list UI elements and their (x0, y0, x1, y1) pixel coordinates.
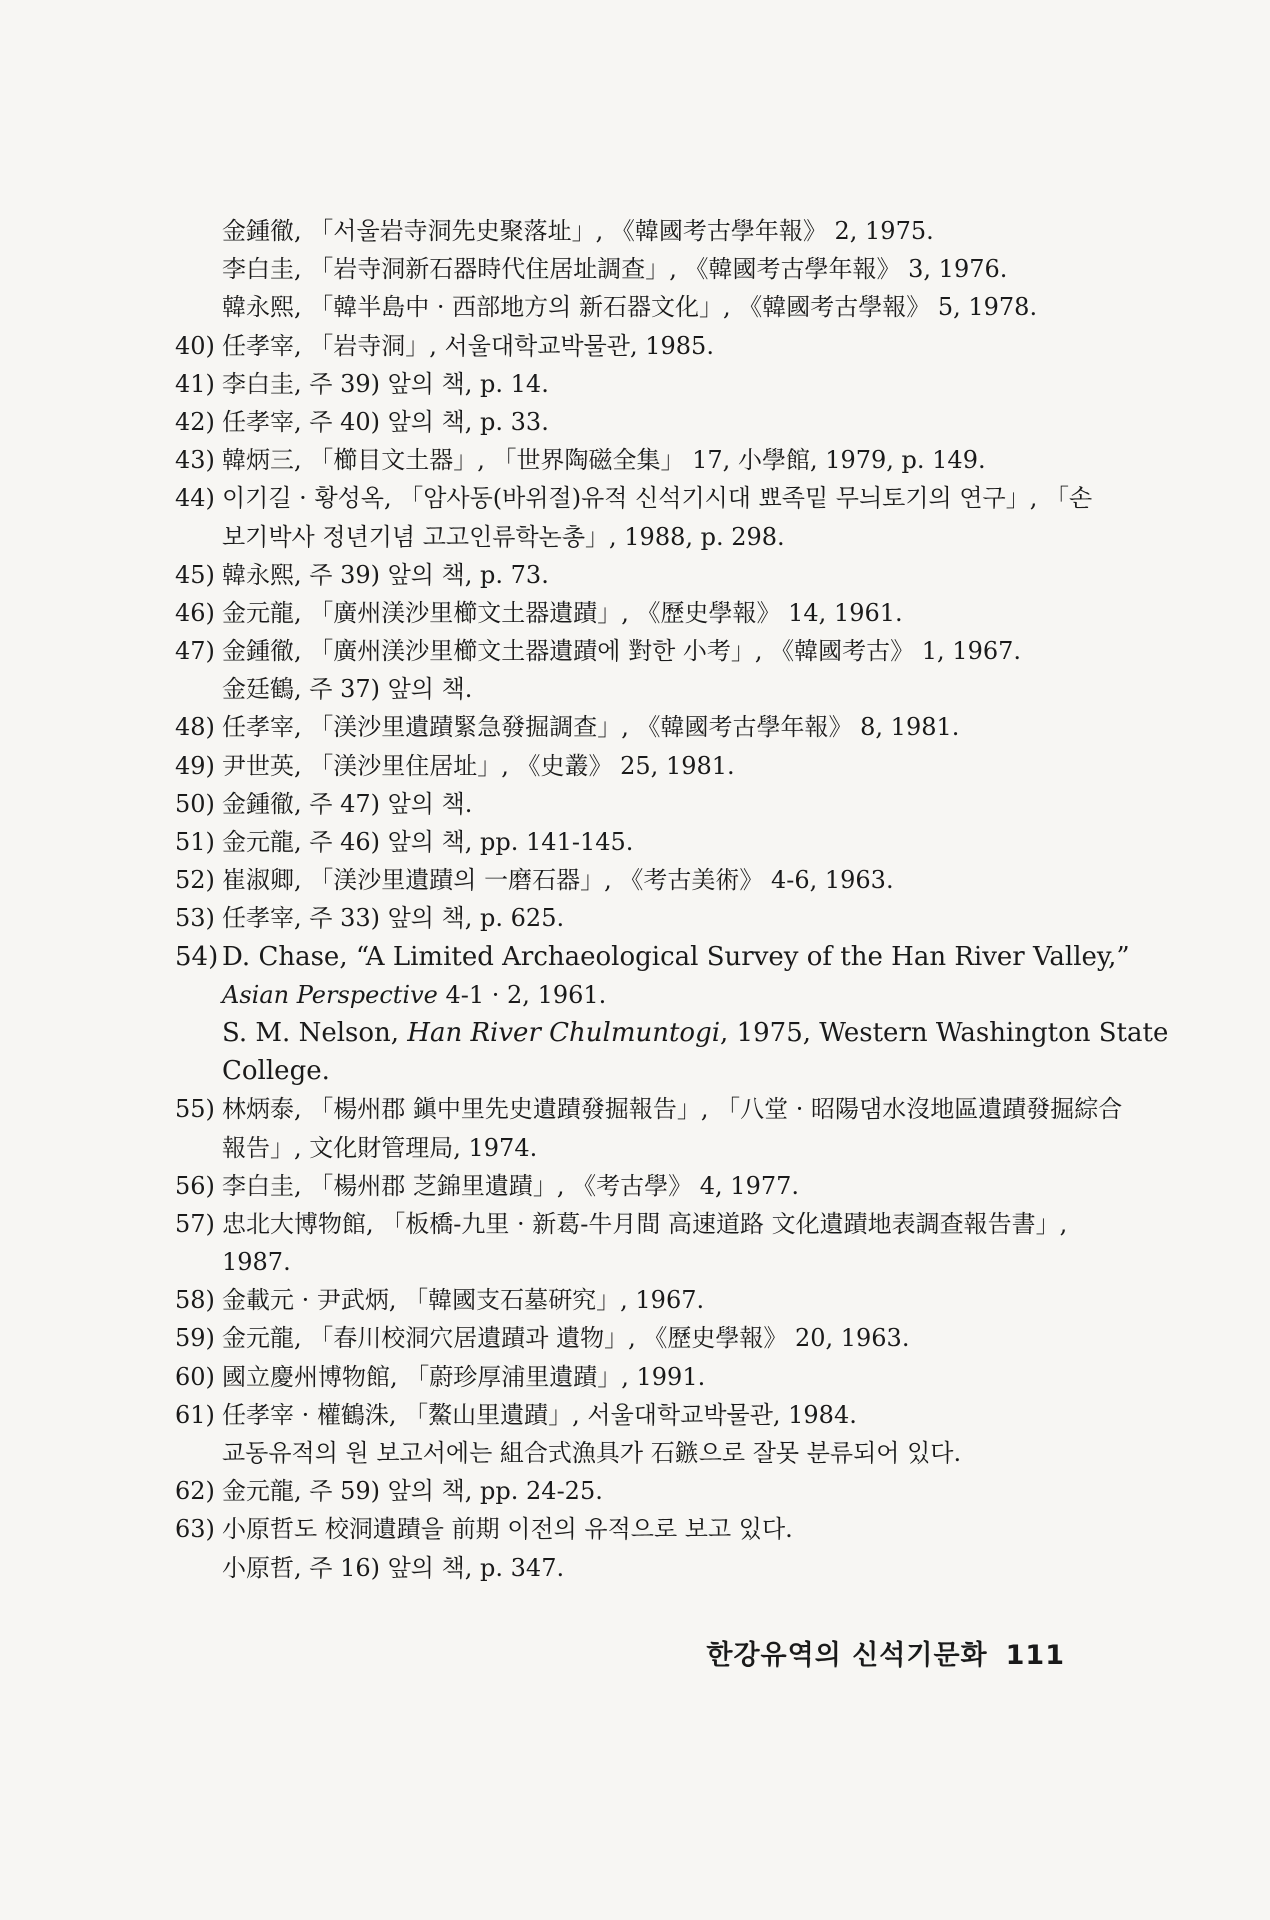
note-number: 42) (175, 407, 215, 436)
note-text: 金元龍, 주 46) 앞의 책, pp. 141-145. (222, 828, 634, 856)
note-line (175, 1358, 1075, 1396)
note-text: 이기길 · 황성옥, 「암사동(바위절)유적 신석기시대 뾰족밑 무늬토기의 연구」, 「손 (222, 484, 1093, 513)
note-text: 林炳泰, 「楊州郡 鎭中里先史遺蹟發掘報告」, 「八堂 · 昭陽댐水沒地區遺蹟發掘綜合 (222, 1095, 1123, 1124)
note-line (175, 365, 1075, 403)
note-text: 任孝宰, 주 40) 앞의 책, p. 33. (222, 407, 549, 436)
note-text: 金元龍, 주 59) 앞의 책, pp. 24-25. (222, 1477, 603, 1506)
note-text: 任孝宰, 주 33) 앞의 책, p. 625. (222, 904, 565, 933)
note-text: 金鍾徹, 「廣州渼沙里櫛文土器遺蹟에 對한 小考」, 《韓國考古》 1, 1967. (222, 637, 1022, 666)
note-text: 金鍾徹, 주 47) 앞의 책. (222, 789, 473, 818)
note-number: 58) (175, 1286, 215, 1315)
note-line (175, 1319, 1075, 1357)
note-text: 金廷鶴, 주 37) 앞의 책. (222, 675, 473, 704)
note-text: 韓炳三, 「櫛目文土器」, 「世界陶磁全集」 17, 小學館, 1979, p. 149. (222, 446, 986, 475)
note-line (175, 594, 1075, 632)
note-text: D. Chase, “A Limited Archaeological Survey of the Han River Valley,” (222, 941, 1130, 972)
note-number: 52) (175, 866, 215, 895)
note-line (175, 632, 1075, 670)
note-number: 49) (175, 751, 215, 780)
endnotes-list (175, 212, 1169, 1587)
note-text: 1987. (222, 1248, 291, 1277)
note-number: 47) (175, 637, 215, 666)
note-number: 45) (175, 560, 215, 589)
note-text: 崔淑卿, 「渼沙里遺蹟의 一磨石器」, 《考古美術》 4-6, 1963. (222, 866, 894, 895)
note-line (175, 976, 1075, 1014)
note-line (175, 1281, 1075, 1319)
note-line (175, 938, 1130, 976)
note-text: 보기박사 정년기념 고고인류학논총」, 1988, p. 298. (222, 522, 785, 551)
note-line (175, 1205, 1075, 1243)
note-number: 63) (175, 1515, 215, 1544)
note-number: 55) (175, 1095, 215, 1124)
note-line (175, 823, 1075, 861)
note-line (175, 556, 1075, 594)
note-text: College. (222, 1056, 330, 1087)
note-line (175, 403, 1075, 441)
note-line (175, 441, 1075, 479)
note-line (175, 1052, 1075, 1090)
note-text: S. M. Nelson, (222, 1017, 408, 1048)
note-line (175, 1549, 1075, 1587)
note-line (175, 1129, 1075, 1167)
note-text: 韓永熙, 「韓半島中 · 西部地方의 新石器文化」, 《韓國考古學報》 5, 1978. (222, 293, 1038, 322)
note-text: 4-1 · 2, 1961. (437, 980, 607, 1009)
note-text: 任孝宰 · 權鶴洙, 「鰲山里遺蹟」, 서울대학교박물관, 1984. (222, 1400, 857, 1429)
note-line (175, 1472, 1075, 1510)
running-title: 한강유역의 신석기문화 (706, 1640, 988, 1671)
note-number: 51) (175, 828, 215, 856)
note-text: 李白圭, 「楊州郡 芝錦里遺蹟」, 《考古學》 4, 1977. (222, 1171, 800, 1200)
note-number: 57) (175, 1209, 215, 1238)
note-number: 54) (175, 941, 219, 972)
note-text: 忠北大博物館, 「板橋-九里 · 新葛-牛月間 高速道路 文化遺蹟地表調查報告書」, (222, 1209, 1068, 1238)
note-line (175, 518, 1075, 556)
note-text: 報告」, 文化財管理局, 1974. (222, 1133, 538, 1162)
note-text: 任孝宰, 「岩寺洞」, 서울대학교박물관, 1985. (222, 331, 714, 360)
note-line (175, 212, 1075, 250)
note-text: 金載元 · 尹武炳, 「韓國支石墓硏究」, 1967. (222, 1286, 705, 1315)
note-number: 61) (175, 1400, 215, 1429)
page-number: 111 (1005, 1640, 1065, 1671)
note-number: 48) (175, 713, 215, 742)
note-number: 56) (175, 1171, 215, 1200)
note-number: 62) (175, 1477, 215, 1506)
note-number: 40) (175, 331, 215, 360)
note-number: 44) (175, 484, 215, 513)
note-line (175, 288, 1075, 326)
note-number: 60) (175, 1362, 215, 1391)
note-text: 金元龍, 「春川校洞穴居遺蹟과 遺物」, 《歷史學報》 20, 1963. (222, 1324, 910, 1353)
note-line (175, 899, 1075, 937)
note-line (175, 479, 1093, 517)
note-italic-title: Han River Chulmuntogi (407, 1017, 721, 1048)
note-line (175, 1014, 1169, 1052)
note-text: 교동유적의 원 보고서에는 組合式漁具가 石鏃으로 잘못 분류되어 있다. (222, 1439, 962, 1467)
note-line (175, 861, 1075, 899)
note-line (175, 1090, 1123, 1128)
note-line (175, 250, 1075, 288)
note-line (175, 1167, 1075, 1205)
note-number: 41) (175, 369, 215, 398)
note-text: 國立慶州博物館, 「蔚珍厚浦里遺蹟」, 1991. (222, 1362, 706, 1391)
note-line (175, 708, 1075, 746)
note-number: 50) (175, 789, 215, 818)
note-line (175, 747, 1075, 785)
note-text: 任孝宰, 「渼沙里遺蹟緊急發掘調查」, 《韓國考古學年報》 8, 1981. (222, 713, 960, 742)
note-text: 尹世英, 「渼沙里住居址」, 《史叢》 25, 1981. (222, 751, 735, 780)
note-text: 金鍾徹, 「서울岩寺洞先史聚落址」, 《韓國考古學年報》 2, 1975. (222, 217, 934, 245)
page-footer (706, 1633, 1065, 1672)
note-text: 李白圭, 주 39) 앞의 책, p. 14. (222, 369, 549, 398)
note-text: 李白圭, 「岩寺洞新石器時代住居址調查」, 《韓國考古學年報》 3, 1976. (222, 255, 1008, 284)
note-line (175, 1243, 1075, 1281)
note-line (175, 670, 1075, 708)
note-number: 46) (175, 598, 215, 627)
note-line (175, 785, 1075, 823)
note-text: 小原哲, 주 16) 앞의 책, p. 347. (222, 1553, 565, 1582)
note-line (175, 1510, 1075, 1548)
note-italic-title: Asian Perspective (222, 980, 438, 1009)
note-text: 韓永熙, 주 39) 앞의 책, p. 73. (222, 560, 549, 589)
note-number: 59) (175, 1324, 215, 1353)
note-text: 小原哲도 校洞遺蹟을 前期 이전의 유적으로 보고 있다. (222, 1515, 793, 1544)
note-line (175, 1434, 1075, 1472)
note-text: , 1975, Western Washington State (720, 1017, 1169, 1048)
note-line (175, 327, 1075, 365)
note-line (175, 1396, 1075, 1434)
note-text: 金元龍, 「廣州渼沙里櫛文土器遺蹟」, 《歷史學報》 14, 1961. (222, 598, 903, 627)
note-number: 43) (175, 446, 215, 475)
note-number: 53) (175, 904, 215, 933)
